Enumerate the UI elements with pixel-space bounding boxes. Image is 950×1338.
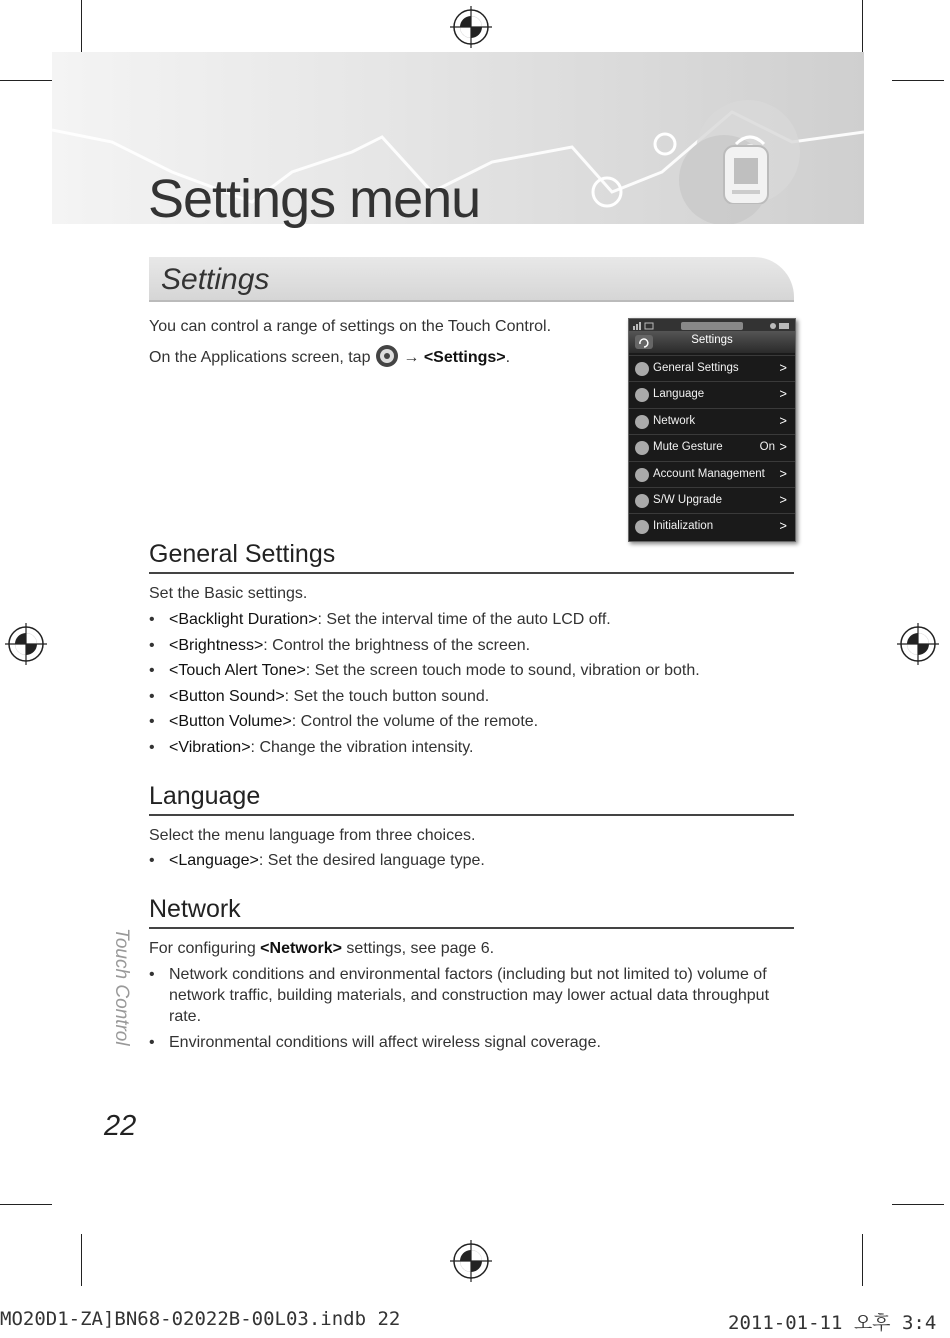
phone-menu-label: Account Management	[653, 467, 765, 480]
phone-menu-item[interactable]	[629, 408, 795, 435]
list-item: • Environmental conditions will affect wireless signal coverage.	[149, 1033, 774, 1053]
chevron-right-icon: >	[779, 518, 787, 534]
network-globe-icon	[635, 415, 649, 429]
print-slug-filename: MO20D1-ZA]BN68-02022B-00L03.indb 22	[0, 1308, 401, 1330]
chevron-right-icon: >	[779, 386, 787, 402]
network-term: <Network>	[260, 940, 342, 957]
list-item: • <Vibration>: Change the vibration intensity.	[149, 738, 794, 758]
phone-menu-value: On	[759, 441, 775, 454]
upload-arrow-icon	[635, 494, 649, 508]
phone-menu-label: Initialization	[653, 520, 714, 533]
list-item: • <Language>: Set the desired language type.	[149, 851, 794, 871]
network-intro: For configuring <Network> settings, see page 6.	[149, 940, 495, 957]
print-slug-timestamp: 2011-01-11 오후 3:4	[728, 1312, 937, 1334]
globe-icon	[635, 388, 649, 402]
list-item: • <Button Sound>: Set the touch button sound.	[149, 687, 794, 707]
chevron-right-icon: >	[779, 492, 787, 507]
phone-title: Settings	[691, 334, 733, 346]
crop-mark	[81, 1234, 82, 1286]
phone-menu-item[interactable]	[629, 487, 795, 514]
person-icon	[635, 468, 649, 482]
network-heading: Network	[149, 895, 241, 923]
network-notes-list	[149, 964, 774, 1058]
intro-line-2-prefix: On the Applications screen, tap	[149, 349, 371, 366]
list-item: • <Touch Alert Tone>: Set the screen touch mode to sound, vibration or both.	[149, 661, 794, 681]
phone-icon	[635, 441, 649, 455]
general-settings-heading: General Settings	[149, 540, 336, 568]
page-number: 22	[104, 1110, 137, 1142]
registration-mark-icon	[5, 623, 47, 665]
phone-menu-item[interactable]	[629, 381, 795, 408]
status-bar	[629, 319, 795, 331]
phone-menu-label: S/W Upgrade	[653, 494, 723, 506]
crop-mark	[0, 1204, 52, 1205]
crop-mark	[892, 80, 944, 81]
gear-icon	[635, 362, 649, 376]
phone-menu-label: Language	[653, 388, 705, 401]
phone-menu-item[interactable]	[629, 434, 795, 461]
phone-menu-item[interactable]	[629, 461, 795, 488]
registration-mark-icon	[450, 6, 492, 48]
language-heading: Language	[149, 782, 261, 810]
section-rule	[149, 814, 794, 816]
intro-line-1: You can control a range of settings on the Touch Control.	[149, 318, 552, 335]
phone-wifi-icon	[716, 124, 776, 204]
list-item: • Network conditions and environmental factors (including but not limited to) volume of network traffic, building materials, and construction may lower actual data throughput rate.	[149, 964, 774, 1027]
crop-mark	[862, 0, 863, 52]
crop-mark	[81, 0, 82, 52]
list-item: • <Brightness>: Control the brightness of the screen.	[149, 636, 794, 656]
settings-app-icon	[375, 344, 399, 368]
language-list	[149, 851, 794, 877]
phone-title-bar	[629, 331, 795, 353]
section-rule	[149, 572, 794, 574]
chevron-right-icon: >	[779, 360, 787, 375]
list-item: • <Backlight Duration>: Set the interval time of the auto LCD off.	[149, 610, 794, 630]
arrow-glyph: →	[403, 349, 420, 366]
language-intro: Select the menu language from three choices.	[149, 827, 476, 844]
page-title: Settings menu	[148, 169, 481, 229]
registration-mark-icon	[450, 1240, 492, 1282]
section-banner	[149, 257, 794, 302]
intro-line-2-end: .	[505, 349, 511, 366]
section-banner-title: Settings	[161, 263, 270, 296]
list-item: • <Button Volume>: Control the volume of the remote.	[149, 712, 794, 732]
general-settings-intro: Set the Basic settings.	[149, 585, 308, 602]
chevron-right-icon: >	[779, 465, 787, 481]
crop-mark	[862, 1234, 863, 1286]
phone-menu-label: General Settings	[653, 362, 739, 374]
phone-menu-label: Mute Gesture	[653, 441, 723, 454]
phone-menu-item[interactable]	[629, 355, 795, 382]
crop-mark	[892, 1204, 944, 1205]
phone-settings-screenshot	[628, 318, 796, 542]
section-rule	[149, 927, 794, 929]
crop-mark	[0, 80, 52, 81]
settings-term: <Settings>	[423, 349, 506, 366]
side-section-label: Touch Control	[111, 928, 132, 1046]
back-arrow-icon	[635, 520, 649, 534]
intro-line-2	[149, 344, 510, 368]
phone-menu-label: Network	[653, 414, 696, 427]
phone-menu-item[interactable]	[629, 513, 795, 540]
chevron-right-icon: >	[779, 412, 787, 428]
general-settings-list	[149, 610, 794, 764]
chevron-right-icon: >	[779, 439, 787, 455]
registration-mark-icon	[897, 623, 939, 665]
